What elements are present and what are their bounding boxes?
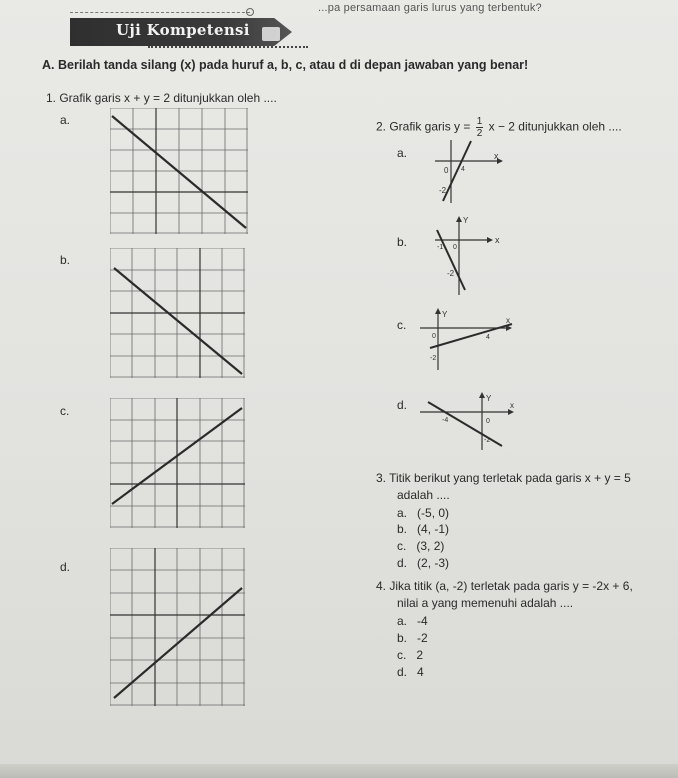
q2-option-b-label[interactable]: b. <box>397 235 408 249</box>
q1-graph-a <box>110 108 248 234</box>
banner-dashes <box>148 46 308 48</box>
question-3-cont: adalah .... <box>397 488 450 502</box>
q2-frac-den: 2 <box>476 128 483 139</box>
q4-option-b-letter: b. <box>397 631 408 645</box>
q2-option-a-label[interactable]: a. <box>397 146 408 160</box>
q2d-neg2: -2 <box>484 437 491 444</box>
q3-option-a-value: (-5, 0) <box>417 506 450 520</box>
q1-option-c-label[interactable]: c. <box>60 404 70 418</box>
q2c-y: Y <box>442 310 448 319</box>
question-1: 1. Grafik garis x + y = 2 ditunjukkan oleh .... <box>46 91 277 105</box>
q2-prefix: 2. Grafik garis y = <box>376 119 471 134</box>
q2d-neg4: -4 <box>442 417 449 424</box>
q1-option-a-label[interactable]: a. <box>60 113 71 127</box>
q4-option-c-value: 2 <box>416 648 424 662</box>
page-bottom-edge <box>0 764 678 778</box>
q2c-x: x <box>506 316 510 325</box>
q2a-x: x <box>494 151 499 161</box>
q4-option-b[interactable] <box>397 631 428 645</box>
q4-option-c-letter: c. <box>397 648 407 662</box>
q3-option-c-letter: c. <box>397 539 407 553</box>
q3-option-d[interactable] <box>397 556 449 570</box>
q2-frac-num: 1 <box>476 116 483 127</box>
q2-graph-b <box>425 210 515 298</box>
q2a-neg2: -2 <box>439 186 447 195</box>
q3-option-c-value: (3, 2) <box>416 539 445 553</box>
top-note: ...pa persamaan garis lurus yang terbentuk? <box>318 2 542 14</box>
q3-option-a-letter: a. <box>397 506 408 520</box>
q2c-four: 4 <box>486 334 490 341</box>
q2b-zero: 0 <box>453 244 457 251</box>
q2-suffix: x − 2 ditunjukkan oleh .... <box>488 119 622 134</box>
q1-graph-b <box>110 248 245 378</box>
header-dot <box>246 8 254 16</box>
q3-option-c[interactable] <box>397 539 444 553</box>
q1-option-d-label[interactable]: d. <box>60 560 71 574</box>
book-icon <box>262 27 280 41</box>
banner-title: Uji Kompetensi <box>116 21 250 39</box>
q3-option-d-value: (2, -3) <box>417 556 450 570</box>
q2a-four: 4 <box>461 166 465 173</box>
q2-graph-a <box>425 135 505 205</box>
q3-option-a[interactable] <box>397 506 449 520</box>
q1-option-b-label[interactable]: b. <box>60 253 71 267</box>
q3-option-b-letter: b. <box>397 522 408 536</box>
q4-option-a-letter: a. <box>397 614 408 628</box>
q3-option-d-letter: d. <box>397 556 408 570</box>
q3-option-b-value: (4, -1) <box>417 522 450 536</box>
q2b-x: x <box>495 235 500 245</box>
question-3: 3. Titik berikut yang terletak pada garis x + y = 5 <box>376 471 631 485</box>
q2-graph-c <box>420 308 520 373</box>
q2d-y: Y <box>486 394 492 403</box>
header-rule <box>70 12 250 13</box>
question-4-cont: nilai a yang memenuhi adalah .... <box>397 596 574 610</box>
q2d-zero: 0 <box>486 418 490 425</box>
q4-option-a[interactable] <box>397 614 428 628</box>
q3-option-b[interactable] <box>397 522 449 536</box>
q4-option-d-letter: d. <box>397 665 408 679</box>
q4-option-c[interactable] <box>397 648 423 662</box>
q4-option-b-value: -2 <box>417 631 428 645</box>
q1-graph-d <box>110 548 245 706</box>
q2c-zero: 0 <box>432 333 436 340</box>
q4-option-d-value: 4 <box>417 665 424 679</box>
q2a-zero: 0 <box>444 166 449 175</box>
q2-option-c-label[interactable]: c. <box>397 318 407 332</box>
q2-option-d-label[interactable]: d. <box>397 398 408 412</box>
q2b-y: Y <box>463 216 469 225</box>
q4-option-d[interactable] <box>397 665 424 679</box>
section-title: A. Berilah tanda silang (x) pada huruf a, b, c, atau d di depan jawaban yang benar! <box>42 58 529 72</box>
q1-graph-c <box>110 398 245 528</box>
q2b-neg2: -2 <box>447 269 455 278</box>
q2-graph-d <box>420 392 520 452</box>
q2d-x: x <box>510 401 514 410</box>
q4-option-a-value: -4 <box>417 614 428 628</box>
q2b-neg1: -1 <box>437 244 444 251</box>
q2c-neg2: -2 <box>430 355 437 362</box>
question-4: 4. Jika titik (a, -2) terletak pada garis y = -2x + 6, <box>376 579 633 593</box>
